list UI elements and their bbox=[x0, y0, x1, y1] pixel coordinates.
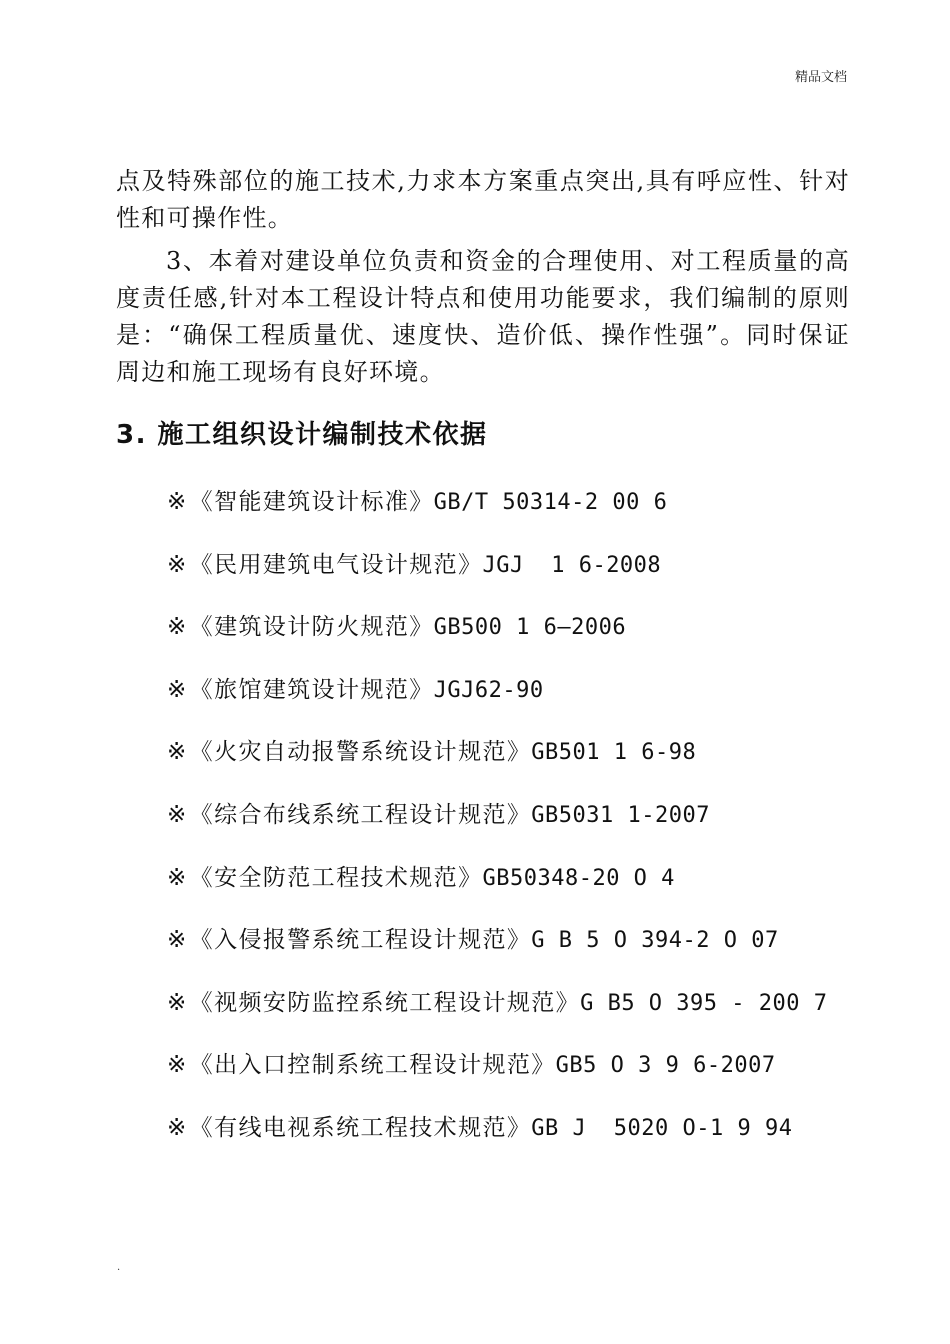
reference-code: GB5 O 3 9 6-2007 bbox=[555, 1053, 776, 1079]
reference-bullet-icon: ※ bbox=[167, 801, 188, 828]
reference-title: 《有线电视系统工程技术规范》 bbox=[189, 1114, 532, 1141]
reference-title: 《综合布线系统工程设计规范》 bbox=[189, 801, 532, 828]
reference-code: GB5031 1-2007 bbox=[531, 802, 710, 828]
reference-code: GB501 1 6-98 bbox=[531, 740, 697, 766]
reference-bullet-icon: ※ bbox=[167, 676, 188, 703]
reference-code: G B5 O 395 - 200 7 bbox=[580, 990, 828, 1016]
reference-code: GB500 1 6—2006 bbox=[433, 615, 627, 641]
paragraph-continuation: 点及特殊部位的施工技术,力求本方案重点突出,具有呼应性、针对性和可操作性。 bbox=[116, 167, 850, 232]
reference-bullet-icon: ※ bbox=[167, 1052, 188, 1079]
reference-title: 《视频安防监控系统工程设计规范》 bbox=[189, 989, 581, 1016]
reference-code: GB50348-20 O 4 bbox=[482, 865, 675, 891]
reference-code: GB J 5020 O-1 9 94 bbox=[531, 1115, 793, 1141]
reference-title: 《智能建筑设计标准》 bbox=[189, 489, 434, 515]
reference-bullet-icon: ※ bbox=[167, 989, 188, 1016]
reference-title: 《入侵报警系统工程设计规范》 bbox=[189, 927, 532, 954]
reference-item bbox=[167, 734, 828, 797]
reference-title: 《民用建筑电气设计规范》 bbox=[189, 551, 483, 578]
reference-code: GB/T 50314-2 00 6 bbox=[433, 490, 668, 515]
reference-bullet-icon: ※ bbox=[167, 739, 188, 766]
reference-bullet-icon: ※ bbox=[167, 614, 188, 641]
paragraph-principles: 3、本着对建设单位负责和资金的合理使用、对工程质量的高度责任感,针对本工程设计特点和使用功能要求，我们编制的原则是：“确保工程质量优、速度快、造价低、操作性强”。同时保证周边和施工现场有良好环境。 bbox=[116, 247, 850, 386]
reference-code: JGJ 1 6-2008 bbox=[482, 552, 662, 578]
reference-item bbox=[167, 860, 828, 923]
reference-item bbox=[167, 797, 828, 860]
reference-title: 《建筑设计防火规范》 bbox=[189, 614, 434, 641]
reference-item bbox=[167, 547, 828, 610]
reference-item bbox=[167, 985, 828, 1048]
reference-bullet-icon: ※ bbox=[167, 551, 188, 578]
reference-code: JGJ62-90 bbox=[433, 677, 544, 703]
reference-bullet-icon: ※ bbox=[167, 927, 188, 954]
reference-item bbox=[167, 1047, 828, 1110]
reference-title: 《出入口控制系统工程设计规范》 bbox=[189, 1052, 556, 1079]
footer-dot: . bbox=[117, 1262, 121, 1273]
section-heading: 3. 施工组织设计编制技术依据 bbox=[116, 420, 488, 450]
reference-item bbox=[167, 609, 828, 672]
reference-item bbox=[167, 484, 828, 547]
reference-item bbox=[167, 672, 828, 735]
reference-code: G B 5 O 394-2 O 07 bbox=[531, 928, 779, 954]
reference-list bbox=[167, 484, 828, 1173]
reference-bullet-icon: ※ bbox=[167, 864, 188, 891]
reference-item bbox=[167, 922, 828, 985]
reference-bullet-icon: ※ bbox=[167, 1114, 188, 1141]
body-text bbox=[116, 163, 850, 391]
header-watermark-label: 精品文档 bbox=[794, 70, 847, 85]
reference-item bbox=[167, 1110, 828, 1173]
reference-title: 《火灾自动报警系统设计规范》 bbox=[189, 739, 532, 766]
reference-title: 《旅馆建筑设计规范》 bbox=[189, 676, 434, 703]
reference-bullet-icon: ※ bbox=[167, 489, 188, 515]
reference-title: 《安全防范工程技术规范》 bbox=[189, 864, 483, 891]
